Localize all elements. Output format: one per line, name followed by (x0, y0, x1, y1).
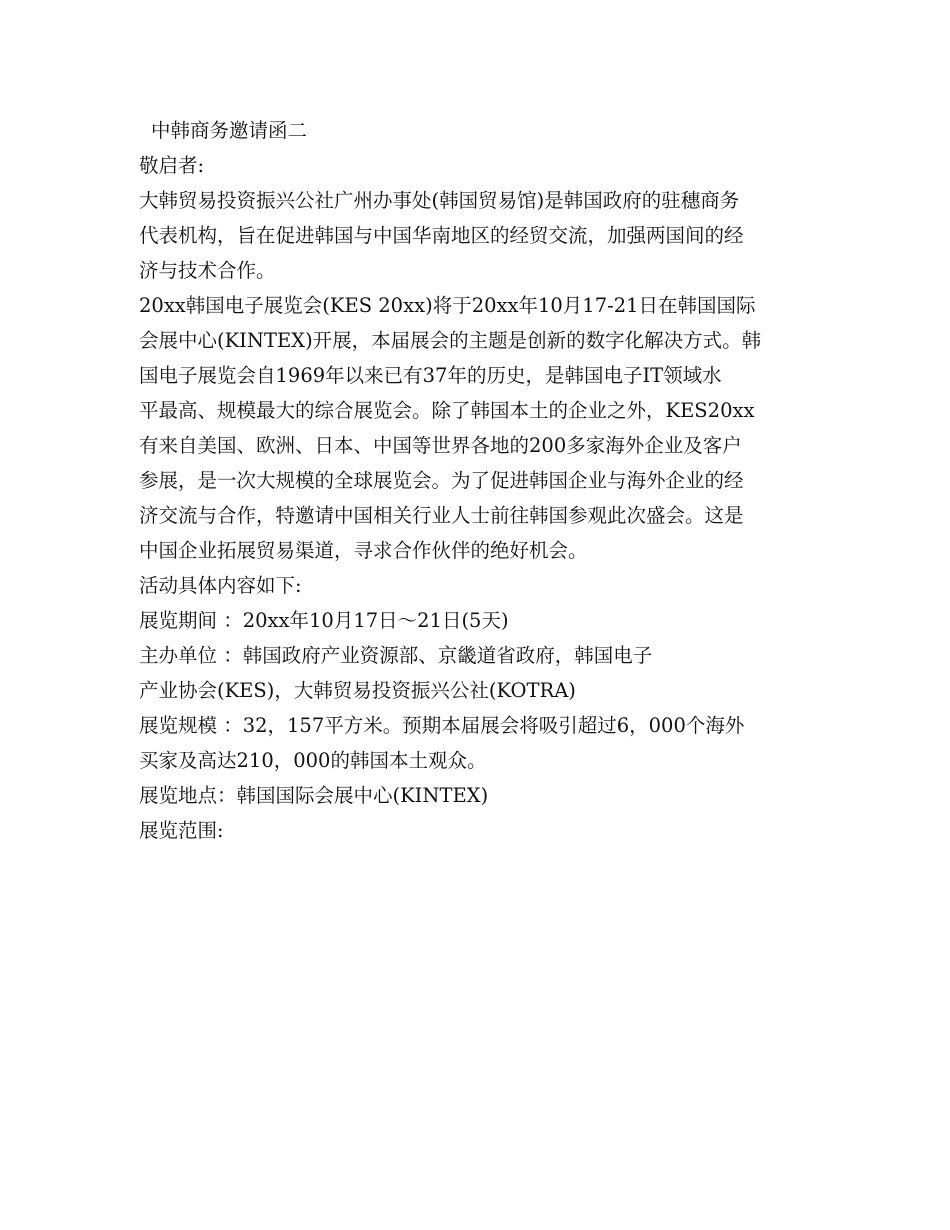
exhibition-scope: 展览范围: (139, 819, 224, 842)
text-line: 会展中心(KINTEX)开展，本届展会的主题是创新的数字化解决方式。韩 (139, 329, 762, 352)
document-title: 中韩商务邀请函二 (151, 119, 308, 142)
text-line: 大韩贸易投资振兴公社广州办事处(韩国贸易馆)是韩国政府的驻穗商务 (139, 189, 740, 212)
text-line: 济与技术合作。 (139, 259, 276, 282)
organizer-continued: 产业协会(KES)，大韩贸易投资振兴公社(KOTRA) (139, 679, 576, 702)
section-heading: 活动具体内容如下: (139, 574, 302, 597)
text-line: 20xx韩国电子展览会(KES 20xx)将于20xx年10月17-21日在韩国国际 (139, 294, 756, 317)
greeting: 敬启者: (139, 154, 205, 177)
text-line: 代表机构，旨在促进韩国与中国华南地区的经贸交流，加强两国间的经 (139, 224, 744, 247)
text-line: 平最高、规模最大的综合展览会。除了韩国本土的企业之外，KES20xx (139, 399, 755, 422)
text-line: 参展，是一次大规模的全球展览会。为了促进韩国企业与海外企业的经 (139, 469, 744, 492)
text-line: 济交流与合作，特邀请中国相关行业人士前往韩国参观此次盛会。这是 (139, 504, 744, 527)
exhibition-period: 展览期间 ：20xx年10月17日～21日(5天) (139, 609, 509, 632)
organizer: 主办单位 ：韩国政府产业资源部、京畿道省政府，韩国电子 (139, 644, 653, 667)
text-line: 有来自美国、欧洲、日本、中国等世界各地的200多家海外企业及客户 (139, 434, 742, 457)
exhibition-scale: 展览规模 ：32，157平方米。预期本届展会将吸引超过6，000个海外 (139, 714, 745, 737)
document-body (139, 113, 815, 848)
exhibition-scale-continued: 买家及高达210，000的韩国本土观众。 (139, 749, 487, 772)
text-line: 中国企业拓展贸易渠道，寻求合作伙伴的绝好机会。 (139, 539, 588, 562)
text-line: 国电子展览会自1969年以来已有37年的历史，是韩国电子IT领域水 (139, 364, 722, 387)
exhibition-location: 展览地点：韩国国际会展中心(KINTEX) (139, 784, 489, 807)
